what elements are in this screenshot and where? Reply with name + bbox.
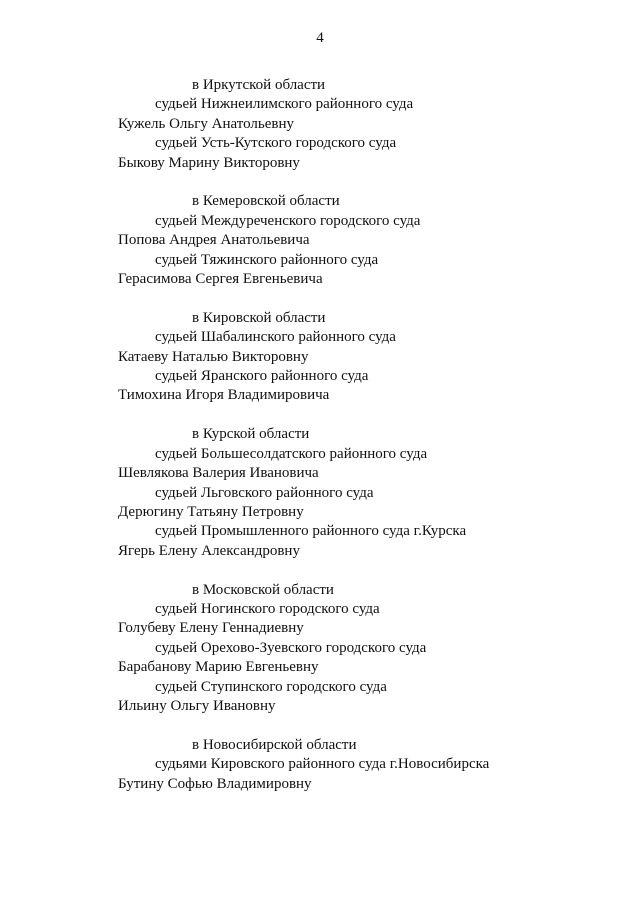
person-name: Дерюгину Татьяну Петровну xyxy=(118,503,304,520)
court-line: судьей Большесолдатского районного суда xyxy=(155,445,428,462)
person-name: Тимохина Игоря Владимировича xyxy=(118,387,330,404)
region-section xyxy=(0,581,640,717)
court-line: судьей Ступинского городского суда xyxy=(155,678,387,695)
person-name: Ильину Ольгу Ивановну xyxy=(118,697,276,714)
court-line: судьей Промышленного районного суда г.Курска xyxy=(155,523,467,540)
region-section xyxy=(0,192,640,289)
court-line: судьей Орехово-Зуевского городского суда xyxy=(155,639,427,656)
person-name: Шевлякова Валерия Ивановича xyxy=(118,465,319,482)
region-section xyxy=(0,76,640,173)
person-name: Голубеву Елену Геннадиевну xyxy=(118,620,304,637)
court-line: судьями Кировского районного суда г.Новосибирска xyxy=(155,756,490,773)
page-number: 4 xyxy=(316,30,324,46)
court-line: судьей Тяжинского районного суда xyxy=(155,251,379,268)
court-line: судьей Яранского районного суда xyxy=(155,368,369,385)
person-name: Барабанову Марию Евгеньевну xyxy=(118,659,319,676)
region-heading: в Московской области xyxy=(192,581,334,598)
court-line: судьей Усть-Кутского городского суда xyxy=(155,135,397,152)
region-heading: в Новосибирской области xyxy=(192,736,357,753)
court-line: судьей Шабалинского районного суда xyxy=(155,329,396,346)
person-name: Ягерь Елену Александровну xyxy=(118,542,300,559)
person-name: Кужель Ольгу Анатольевну xyxy=(118,115,295,132)
person-name: Герасимова Сергея Евгеньевича xyxy=(118,271,323,288)
region-section xyxy=(0,425,640,561)
court-line: судьей Междуреченского городского суда xyxy=(155,212,421,229)
person-name: Бутину Софью Владимировну xyxy=(118,775,312,792)
court-line: судьей Ногинского городского суда xyxy=(155,600,380,617)
person-name: Катаеву Наталью Викторовну xyxy=(118,348,309,365)
person-name: Быкову Марину Викторовну xyxy=(118,154,300,171)
region-heading: в Курской области xyxy=(192,426,310,443)
region-heading: в Кировской области xyxy=(192,309,326,326)
court-line: судьей Льговского районного суда xyxy=(155,484,374,501)
region-section xyxy=(0,736,640,794)
document-body xyxy=(0,76,640,814)
region-heading: в Иркутской области xyxy=(192,77,326,93)
region-section xyxy=(0,309,640,406)
person-name: Попова Андрея Анатольевича xyxy=(118,232,310,249)
region-heading: в Кемеровской области xyxy=(192,193,340,210)
court-line: судьей Нижнеилимского районного суда xyxy=(155,96,414,113)
